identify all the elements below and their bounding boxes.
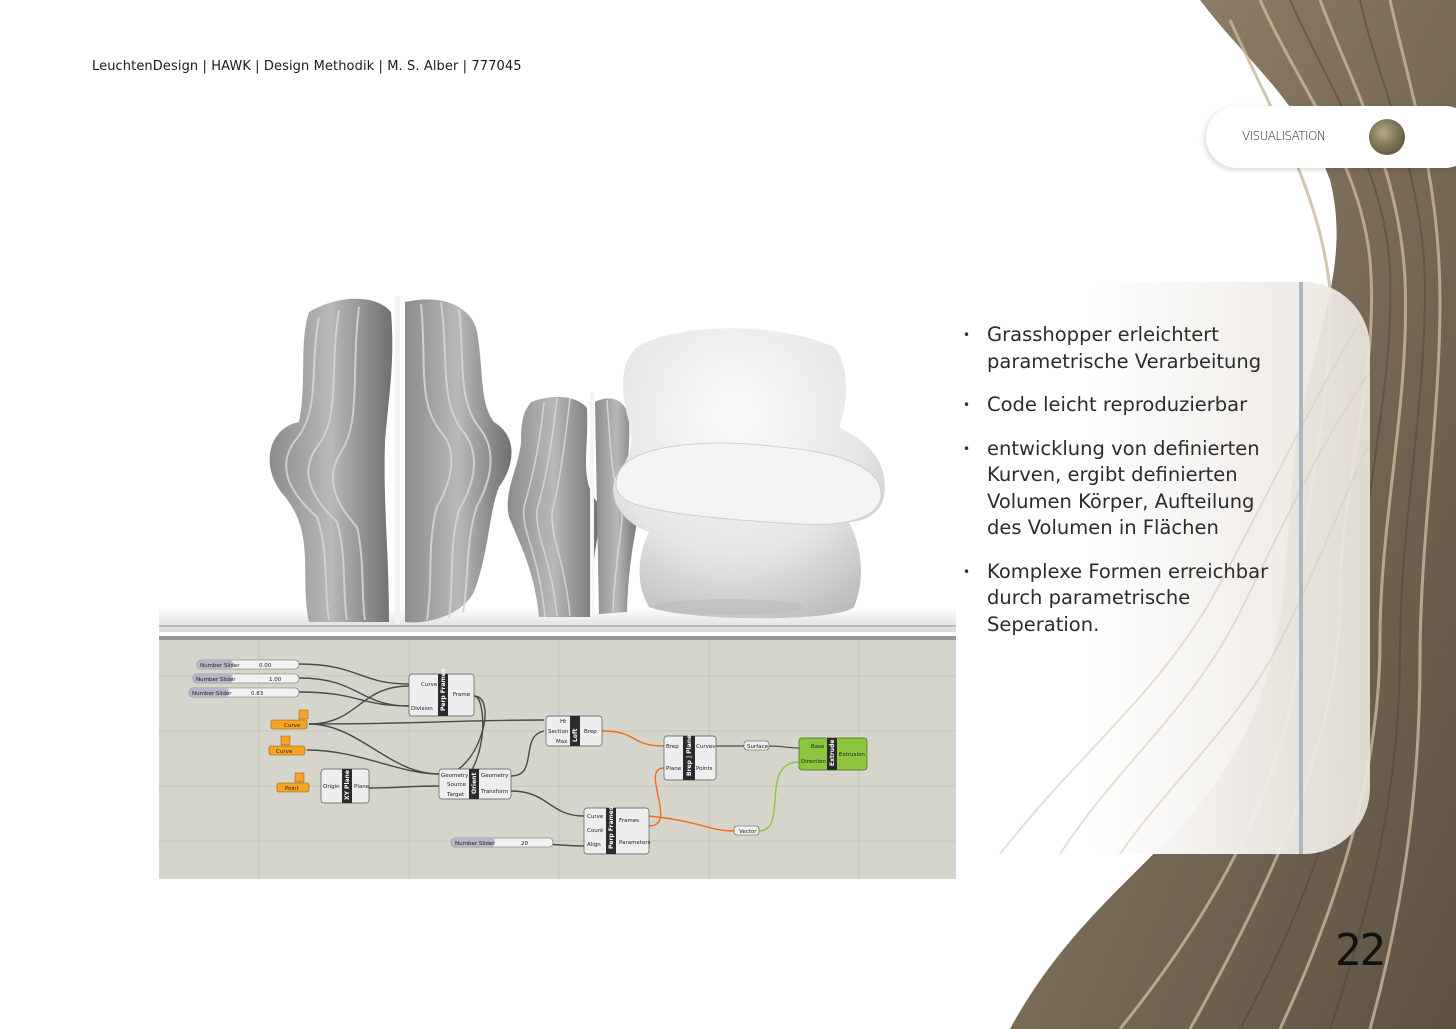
perp-frames-component[interactable] — [409, 668, 474, 716]
svg-text:0.83: 0.83 — [251, 691, 264, 697]
svg-text:Number Slider: Number Slider — [200, 663, 240, 669]
svg-text:Curve: Curve — [421, 682, 438, 688]
svg-text:Geometry: Geometry — [441, 773, 469, 779]
vector-node[interactable] — [734, 826, 759, 835]
bullet-list — [963, 322, 1283, 655]
extrude-component[interactable] — [799, 738, 867, 770]
surface-node[interactable] — [744, 741, 769, 750]
section-label: VISUALISATION — [1242, 129, 1326, 143]
lamp-render-image — [159, 252, 956, 632]
bullet-icon: • — [963, 328, 971, 342]
svg-text:Division: Division — [411, 706, 433, 712]
svg-text:Orient: Orient — [471, 772, 478, 794]
svg-text:Max: Max — [556, 739, 568, 745]
page-number: 22 — [1335, 925, 1384, 976]
texture-swatch-icon — [1369, 119, 1405, 155]
number-slider[interactable] — [197, 660, 299, 669]
svg-text:Extrusion: Extrusion — [839, 752, 865, 758]
svg-text:Curve: Curve — [276, 749, 293, 755]
bullet-item: • entwicklung von definierten Kurven, ergibt definierten Volumen Körper, Aufteilung des Volumen in Flächen — [963, 436, 1260, 539]
svg-text:Geometry: Geometry — [481, 773, 509, 779]
svg-text:Parameters: Parameters — [619, 840, 651, 846]
orient-component[interactable] — [439, 769, 511, 799]
svg-text:Target: Target — [447, 792, 465, 798]
svg-text:Plane: Plane — [666, 766, 682, 772]
perp-frames-component[interactable] — [584, 806, 651, 854]
svg-text:Vector: Vector — [739, 829, 757, 835]
svg-text:Brep | Plane: Brep | Plane — [686, 734, 693, 776]
bullet-icon: • — [963, 441, 971, 456]
number-slider[interactable] — [451, 838, 553, 847]
number-slider[interactable] — [193, 674, 299, 683]
bullet-icon: • — [963, 398, 971, 412]
bullet-item: • Grasshopper erleichtert parametrische Verarbeitung — [963, 323, 1262, 373]
svg-text:Frames: Frames — [619, 818, 640, 824]
svg-text:Number Slider: Number Slider — [455, 841, 495, 847]
svg-text:Ht: Ht — [560, 719, 567, 725]
svg-text:Brep: Brep — [666, 744, 679, 750]
loft-component[interactable] — [546, 716, 602, 746]
svg-text:20: 20 — [521, 841, 528, 847]
page-header: LeuchtenDesign | HAWK | Design Methodik | M. S. Alber | 777045 — [92, 59, 522, 74]
svg-text:Points: Points — [696, 766, 713, 772]
svg-text:Point: Point — [285, 786, 299, 792]
svg-text:Base: Base — [811, 744, 825, 750]
svg-text:Curve: Curve — [284, 723, 301, 729]
svg-text:Frame: Frame — [453, 692, 471, 698]
svg-text:Loft: Loft — [572, 728, 579, 742]
grasshopper-canvas — [159, 636, 956, 879]
brep-plane-component[interactable] — [664, 735, 716, 780]
svg-text:Number Slider: Number Slider — [196, 677, 236, 683]
svg-text:Brep: Brep — [584, 729, 597, 735]
number-slider[interactable] — [189, 688, 299, 697]
svg-text:0.00: 0.00 — [259, 663, 272, 669]
svg-text:Perp Frames: Perp Frames — [608, 806, 615, 849]
bullet-icon: • — [963, 564, 971, 579]
svg-text:Source: Source — [447, 782, 466, 788]
svg-text:Curves: Curves — [696, 744, 716, 750]
svg-text:Direction: Direction — [801, 759, 826, 765]
svg-text:Origin: Origin — [323, 784, 340, 790]
svg-text:1.00: 1.00 — [269, 677, 282, 683]
svg-text:Transform: Transform — [481, 789, 509, 795]
blob-lamp — [613, 328, 885, 618]
svg-text:Count: Count — [587, 828, 604, 834]
svg-text:Align: Align — [587, 842, 601, 848]
svg-text:Extrude: Extrude — [829, 739, 836, 766]
finned-lamp-left — [270, 296, 512, 624]
svg-text:Number Slider: Number Slider — [192, 691, 232, 697]
svg-text:Section: Section — [548, 729, 569, 735]
svg-text:Plane: Plane — [354, 784, 370, 790]
panel-divider-line — [1299, 282, 1303, 854]
bullet-item: • Komplexe Formen erreichbar durch parametrische Seperation. — [963, 559, 1269, 636]
svg-text:Curve: Curve — [587, 814, 604, 820]
svg-text:XY Plane: XY Plane — [344, 770, 351, 800]
svg-text:Perp Frames: Perp Frames — [440, 668, 447, 711]
xy-plane-component[interactable] — [321, 769, 370, 803]
svg-text:Surface: Surface — [747, 744, 768, 750]
bullet-item: • Code leicht reproduzierbar — [963, 392, 1283, 419]
